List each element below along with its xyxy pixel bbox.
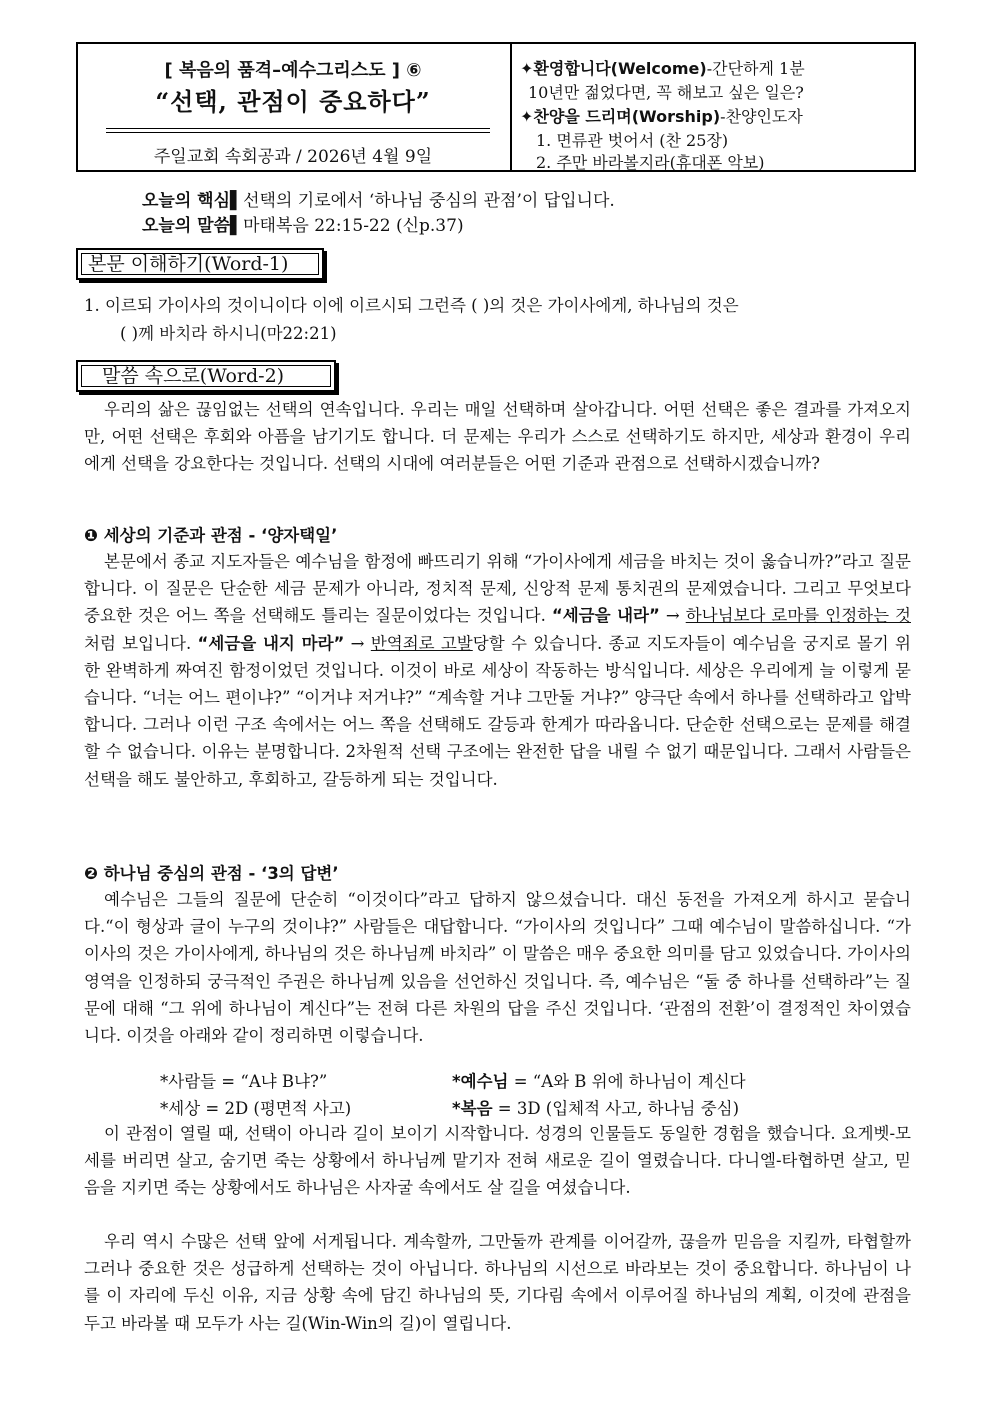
paragraph-1 [84,548,911,793]
lesson-title: “선택, 관점이 중요하다” [155,87,431,116]
welcome-label: ✦환영합니다(Welcome) [520,59,707,78]
subheading-2: ❷ 하나님 중심의 관점 - ‘3의 답변’ [84,864,339,883]
welcome-question: 10년만 젊었다면, 꼭 해보고 싶은 일은? [528,83,804,102]
compare-gospel-label: *복음 [452,1099,493,1118]
worship-label: ✦찬양을 드리며(Worship) [520,107,721,126]
p1-text-2: 처럼 보입니다. [84,633,198,653]
compare-jesus-text: = “A와 B 위에 하나님이 계신다 [508,1072,746,1091]
subheading-1: ❶ 세상의 기준과 관점 - ‘양자택일’ [84,526,338,545]
section2-title: 말씀 속으로(Word-2) [102,365,285,387]
song-item: 1. 면류관 벗어서 (찬 25장) [536,131,729,150]
compare-jesus-label: *예수님 [452,1072,509,1091]
header-title-area [78,44,508,170]
section1-heading [76,248,324,280]
p1-underline-rome: 하나님보다 로마를 인정하는 것 [685,606,911,626]
compare-gospel-text: = 3D (입체적 사고, 하나님 중심) [492,1099,740,1118]
section2-heading [76,360,336,392]
p1-underline-treason: 반역죄로 고발 [370,633,473,653]
question-1-cont: ( )께 바치라 하시니(마22:21) [120,324,337,343]
worship-line [520,104,803,127]
section1-title: 본문 이해하기(Word-1) [88,253,289,275]
core-text: 선택의 기로에서 ‘하나님 중심의 관점’이 답입니다. [243,191,615,211]
verse-label: 오늘의 말씀▌ [142,216,244,236]
compare-jesus [452,1068,746,1092]
core-label: 오늘의 핵심▌ [142,191,244,211]
lesson-subtitle: 주일교회 속회공과 / 2026년 4월 9일 [153,147,433,167]
verse-line [142,211,464,236]
intro-paragraph: 우리의 삶은 끊임없는 선택의 연속입니다. 우리는 매일 선택하며 살아갑니다. 어떤 선택은 좋은 결과를 가져오지만, 어떤 선택은 후회와 아픔을 남기기도 합니다. 더 문제는 우리가 스스로 선택하기도 하지만, 세상과 환경이 우리에게 선택을 강요한다는 것입니다. 선택의 시대에 여러분들은 어떤 기준과 관점으로 선택하시겠습니까? [84,400,911,474]
core-line [142,186,615,211]
worship-text: -찬양인도자 [720,107,803,126]
paragraph-3: 이 관점이 열릴 때, 선택이 아니라 길이 보이기 시작합니다. 성경의 인물들도 동일한 경험을 했습니다. 요게벳-모세를 버리면 살고, 숨기면 죽는 상황에서 하나님께 맡기자 전혀 새로운 길이 열렸습니다. 다니엘-타협하면 살고, 믿음을 지키면 죽는 상황에서도 하나님은 사자굴 속에서도 살 길을 여셨습니다. [84,1124,911,1198]
header-info-area [510,44,916,170]
welcome-line [520,56,805,79]
p1-text-3: 당할 수 있습니다. 종교 지도자들이 예수님을 궁지로 몰기 위한 완벽하게 짜여진 함정이었던 것입니다. 이것이 바로 세상이 작동하는 방식입니다. 세상은 우리에게 늘 이렇게 묻습니다. “너는 어느 편이냐?” “이거냐 저거냐?” “계속할 거냐 그만둘 거냐?” 양극단 속에서 하나를 선택하라고 압박합니다. 그러나 이런 구조 속에서는 어느 쪽을 선택해도 갈등과 한계가 따라옵니다. 단순한 선택으로는 문제를 해결할 수 없습니다. 이유는 분명합니다. 2차원적 선택 구조에는 완전한 답을 내릴 수 없기 때문입니다. 그래서 사람들은 선택을 해도 불안하고, 후회하고, 갈등하게 되는 것입니다. [84,633,911,789]
verse-text: 마태복음 22:15-22 (신p.37) [243,216,464,236]
question-1: 1. 이르되 가이사의 것이니이다 이에 이르시되 그런즉 ( )의 것은 가이사에게, 하나님의 것은 [84,296,739,315]
paragraph-2: 예수님은 그들의 질문에 단순히 “이것이다”라고 답하지 않으셨습니다. 대신 동전을 가져오게 하시고 묻습니다.“이 형상과 글이 누구의 것이냐?” 사람들은 대답합니다. “가이사의 것입니다” 그때 예수님이 말씀하십니다. “가이사의 것은 가이사에게, 하나님의 것은 하나님께 바치라” 이 말씀은 매우 중요한 의미를 담고 있었습니다. 가이사의 영역을 인정하되 궁극적인 주권은 하나님께 있음을 선언하신 것입니다. 즉, 예수님은 “둘 중 하나를 선택하라”는 질문에 대해 “그 위에 하나님이 계신다”는 전혀 다른 차원의 답을 주신 것입니다. ‘관점의 전환’이 결정적인 차이였습니다. 이것을 아래와 같이 정리하면 이렇습니다. [84,890,911,1046]
p1-quote-pay: “세금을 내라” [551,606,660,626]
welcome-text: -간단하게 1분 [706,59,805,78]
p1-quote-nopay: “세금을 내지 마라” [197,633,345,653]
song-item: 2. 주만 바라볼지라(휴대폰 악보) [536,153,765,172]
compare-people: *사람들 = “A냐 B냐?” [160,1072,328,1091]
compare-world: *세상 = 2D (평면적 사고) [160,1099,352,1118]
p1-arrow: → [659,606,686,626]
p1-arrow-2: → [344,633,371,653]
series-title: [ 복음의 품격–예수그리스도 ] ⑥ [164,60,422,81]
title-divider-2 [106,132,490,133]
paragraph-4: 우리 역시 수많은 선택 앞에 서게됩니다. 계속할까, 그만둘까 관계를 이어갈까, 끊을까 믿음을 지킬까, 타협할까 그러나 중요한 것은 성급하게 선택하는 것이 아닙니다. 하나님의 시선으로 바라보는 것이 중요합니다. 하나님이 나를 이 자리에 두신 이유, 지금 상황 속에 담긴 하나님의 뜻, 기다림 속에서 이루어질 하나님의 계획, 이것에 관점을 두고 바라볼 때 모두가 사는 길(Win-Win의 길)이 열립니다. [84,1232,911,1333]
title-divider [106,128,490,129]
p1-text: 본문에서 종교 지도자들은 예수님을 함정에 빠뜨리기 위해 “가이사에게 세금을 바치는 것이 옳습니까?”라고 질문합니다. 이 질문은 단순한 세금 문제가 아니라, 정치적 문제, 신앙적 문제 통치권의 문제였습니다. 그리고 무엇보다 중요한 것은 어느 쪽을 선택해도 틀리는 질문이었다는 것입니다. [84,552,911,626]
header-box [76,42,916,172]
compare-gospel [452,1095,739,1119]
